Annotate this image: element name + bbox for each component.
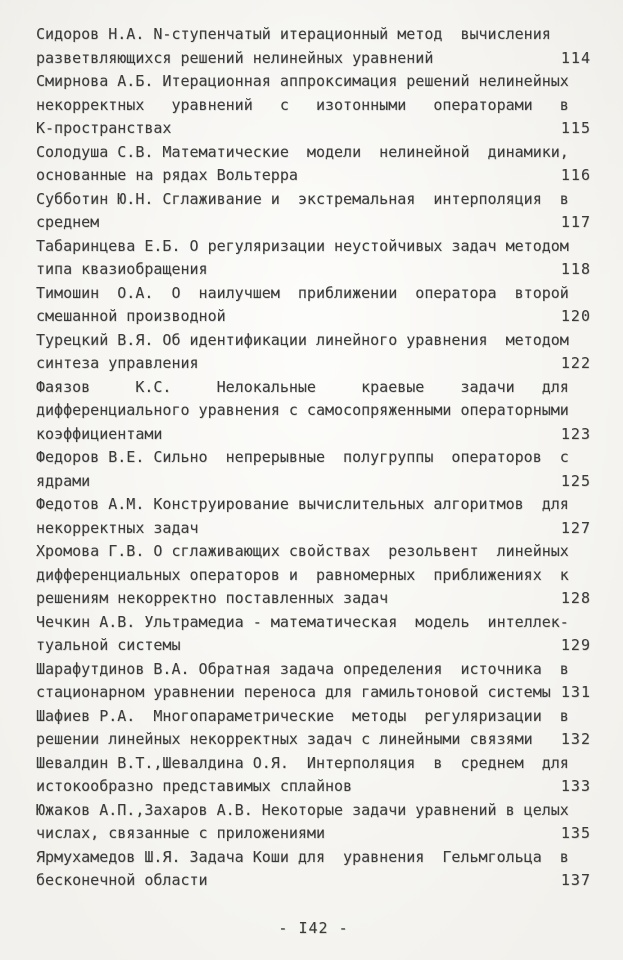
toc-entry-text: среднем [36, 213, 100, 231]
toc-entry-page-number: 137 [560, 871, 591, 889]
toc-entry-text: Смирнова А.Б. Итерационная аппроксимация решений нелинейных [36, 72, 569, 90]
toc-entry-line [36, 399, 591, 423]
toc-entry-line [36, 211, 591, 235]
toc-entry-line [36, 470, 591, 494]
toc-entry-page-number: 132 [560, 730, 591, 748]
toc-entry-page-number: 122 [560, 354, 591, 372]
toc-entry-text: типа квазиобращения [36, 260, 208, 278]
toc-entry-page-number: 131 [560, 683, 591, 701]
toc-entry-line [36, 258, 591, 282]
toc-entry [36, 540, 591, 611]
toc-entry-text: туальной системы [36, 636, 181, 654]
toc-entry-page-number: 120 [560, 307, 591, 325]
toc-entry-text: синтеза управления [36, 354, 199, 372]
toc-entry-text: основанные на рядах Вольтерра [36, 166, 298, 184]
toc-entry-text: решении линейных некорректных задач с линейными связями [36, 730, 533, 748]
toc-entry [36, 23, 591, 70]
toc-entry-text: Табаринцева Е.Б. О регуляризации неустойчивых задач методом [36, 236, 569, 255]
toc-entry-text: Шарафутдинов В.А. Обратная задача определения источника в [36, 659, 569, 678]
toc-entry-line [36, 141, 591, 165]
toc-entry-text: дифференциальных операторов и равномерных приближениях к [36, 565, 569, 584]
toc-entry-line [36, 493, 591, 517]
toc-entry-text: Субботин Ю.Н. Сглаживание и экстремальная интерполяция в [36, 189, 569, 208]
toc-entry-page-number: 117 [560, 213, 591, 231]
toc-entry [36, 376, 591, 447]
toc-entry [36, 493, 591, 540]
toc-entry [36, 141, 591, 188]
toc-entry-text: ядрами [36, 471, 91, 490]
toc-entry-line [36, 94, 591, 118]
toc-entry-line [36, 329, 591, 353]
toc-entry-line [36, 376, 591, 400]
toc-entry-text: числах, связанные с приложениями [36, 824, 325, 842]
toc-entry-line [36, 846, 591, 870]
toc-entry-line [36, 517, 591, 541]
toc-entry-text: Ярмухамедов Ш.Я. Задача Коши для уравнения Гельмгольца в [36, 847, 569, 866]
toc-entry-line [36, 540, 591, 564]
toc-entry-line [36, 446, 591, 470]
toc-entry-text: коэффициентами [36, 424, 163, 443]
toc-entry-line [36, 282, 591, 306]
toc-entry [36, 188, 591, 235]
toc-entry [36, 705, 591, 752]
toc-entry-text: Сидоров Н.А. N-ступенчатый итерационный метод вычисления [36, 25, 551, 43]
toc-entry-text: Южаков А.П.,Захаров А.В. Некоторые задачи уравнений в целых [36, 800, 569, 819]
toc-entry-text: Фаязов К.С. Нелокальные краевые задачи для [36, 377, 569, 396]
toc-entry-text: некорректных уравнений с изотонными операторами в [36, 95, 569, 114]
toc-entry-text: Федоров В.Е. Сильно непрерывные полугруппы операторов с [36, 448, 569, 466]
toc-entry-line [36, 305, 591, 329]
toc-entry-line [36, 634, 591, 658]
toc-entry-line [36, 822, 591, 846]
toc-entry [36, 446, 591, 493]
toc-entry-page-number: 114 [560, 48, 591, 67]
toc-entry-text: Федотов А.М. Конструирование вычислительных алгоритмов для [36, 495, 569, 513]
toc-entry-page-number: 129 [560, 636, 591, 654]
toc-entry-line [36, 164, 591, 188]
page-number-footer: - I42 - [278, 918, 349, 937]
toc-entry-line [36, 681, 591, 705]
toc-entry [36, 658, 591, 705]
toc-entry-line [36, 23, 591, 47]
toc-entry-line [36, 799, 591, 823]
toc-list [36, 23, 591, 893]
toc-entry-line [36, 728, 591, 752]
toc-entry-line [36, 869, 591, 893]
toc-entry [36, 329, 591, 376]
toc-entry-line [36, 564, 591, 588]
toc-entry-line [36, 352, 591, 376]
toc-entry-text: Хромова Г.В. О сглаживающих свойствах резольвент линейных [36, 542, 569, 560]
toc-entry-page-number: 123 [560, 424, 591, 443]
toc-entry-line [36, 705, 591, 729]
toc-entry-line [36, 47, 591, 71]
toc-entry-page-number: 133 [560, 777, 591, 795]
toc-entry [36, 752, 591, 799]
toc-entry [36, 282, 591, 329]
toc-entry-line [36, 587, 591, 611]
toc-entry-line [36, 775, 591, 799]
toc-entry-text: дифференциального уравнения с самосопряженными операторными [36, 401, 569, 419]
toc-entry-text: Шафиев Р.А. Многопараметрические методы регуляризации в [36, 706, 569, 725]
toc-entry-line [36, 752, 591, 776]
toc-entry-text: Шевалдин В.Т.,Шевалдина О.Я. Интерполяция в среднем для [36, 753, 569, 772]
toc-entry [36, 799, 591, 846]
toc-entry-text: Солодуша С.В. Математические модели нелинейной динамики, [36, 142, 569, 161]
toc-entry-page-number: 116 [560, 166, 591, 184]
toc-entry-text: смешанной производной [36, 307, 226, 325]
toc-entry-text: некорректных задач [36, 518, 199, 537]
toc-entry-page-number: 125 [560, 471, 591, 490]
toc-entry-page-number: 115 [560, 119, 591, 137]
toc-entry-line [36, 188, 591, 212]
toc-entry-line [36, 658, 591, 682]
toc-entry-text: К-пространствах [36, 119, 172, 137]
toc-entry-text: стационарном уравнении переноса для гамильтоновой системы [36, 683, 551, 701]
toc-entry-text: разветвляющихся решений нелинейных уравнений [36, 48, 434, 67]
toc-entry-line [36, 423, 591, 447]
toc-entry-text: истокообразно представимых сплайнов [36, 777, 353, 795]
toc-entry-page-number: 127 [560, 518, 591, 537]
toc-entry-line [36, 117, 591, 141]
toc-entry [36, 846, 591, 893]
toc-entry-page-number: 128 [560, 589, 591, 607]
toc-entry [36, 611, 591, 658]
toc-entry [36, 235, 591, 282]
toc-entry-text: Чечкин А.В. Ультрамедиа - математическая модель интеллек- [36, 612, 569, 631]
toc-entry-text: решениям некорректно поставленных задач [36, 589, 389, 607]
toc-entry-line [36, 611, 591, 635]
toc-entry-page-number: 135 [560, 824, 591, 842]
toc-entry-text: Турецкий В.Я. Об идентификации линейного уравнения методом [36, 330, 569, 349]
toc-entry [36, 70, 591, 141]
toc-entry-line [36, 70, 591, 94]
toc-entry-text: бесконечной области [36, 871, 208, 889]
toc-entry-page-number: 118 [560, 260, 591, 278]
toc-entry-line [36, 235, 591, 259]
toc-entry-text: Тимошин О.А. О наилучшем приближении оператора второй [36, 283, 569, 302]
